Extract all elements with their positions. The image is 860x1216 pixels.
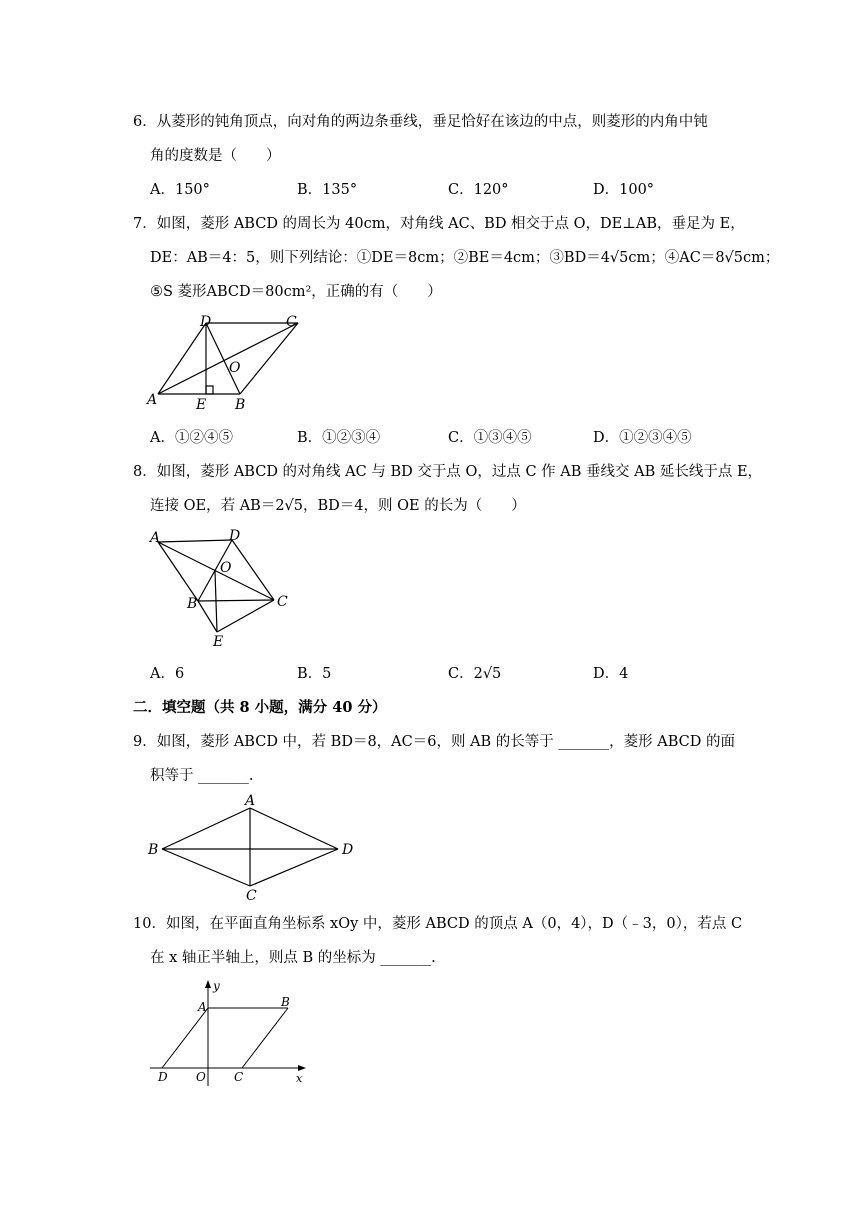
q10-label-d: D bbox=[158, 1070, 168, 1084]
q8-label-e: E bbox=[213, 634, 224, 650]
q7-label-a: A bbox=[147, 392, 158, 408]
q6-option-a: A．150° bbox=[150, 182, 210, 198]
q9-label-b: B bbox=[148, 842, 159, 858]
q7-option-b: B．①②③④ bbox=[297, 430, 381, 446]
q10-figure bbox=[140, 976, 320, 1091]
q7-line2: DE：AB＝4：5，则下列结论：①DE＝8cm；②BE＝4cm；③BD＝4√5cm；④AC＝8√5cm； bbox=[150, 250, 780, 266]
q8-line2: 连接 OE，若 AB＝2√5，BD＝4，则 OE 的长为（ ） bbox=[150, 498, 526, 514]
q7-line3: ⑤S 菱形ABCD＝80cm²，正确的有（ ） bbox=[150, 284, 442, 300]
q6-line2: 角的度数是（ ） bbox=[150, 148, 281, 164]
q10-label-b: B bbox=[281, 995, 290, 1009]
q8-label-d: D bbox=[229, 528, 241, 544]
q8-label-b: B bbox=[187, 596, 198, 612]
q9-line1: 9．如图，菱形 ABCD 中，若 BD＝8，AC＝6，则 AB 的长等于 _______，菱形 ABCD 的面 bbox=[133, 734, 736, 750]
q10-label-a: A bbox=[198, 1000, 207, 1014]
q10-label-c: C bbox=[234, 1070, 244, 1084]
q10-label-o: O bbox=[196, 1070, 206, 1084]
q7-option-d: D．①②③④⑤ bbox=[593, 430, 692, 446]
q7-label-e: E bbox=[196, 397, 207, 413]
q7-option-a: A．①②④⑤ bbox=[150, 430, 233, 446]
section-heading: 二．填空题（共 8 小题，满分 40 分） bbox=[133, 699, 387, 716]
q7-label-d: D bbox=[200, 314, 212, 330]
q10-label-y: y bbox=[213, 979, 220, 993]
q6-option-b: B．135° bbox=[297, 182, 358, 198]
q10-label-x: x bbox=[296, 1072, 303, 1085]
q6-option-c: C．120° bbox=[448, 182, 509, 198]
q6-option-d: D．100° bbox=[593, 182, 655, 198]
q8-label-a: A bbox=[150, 530, 161, 546]
q7-option-c: C．①③④⑤ bbox=[448, 430, 532, 446]
q9-label-d: D bbox=[342, 842, 354, 858]
q6-line1: 6．从菱形的钝角顶点，向对角的两边条垂线，垂足恰好在该边的中点，则菱形的内角中钝 bbox=[133, 114, 708, 130]
q9-line2: 积等于 _______. bbox=[150, 768, 254, 784]
q8-option-b: B．5 bbox=[297, 666, 332, 682]
q8-option-a: A．6 bbox=[150, 666, 185, 682]
q10-line2: 在 x 轴正半轴上，则点 B 的坐标为 _______. bbox=[150, 950, 436, 966]
q7-figure bbox=[140, 310, 320, 415]
q8-option-d: D．4 bbox=[593, 666, 629, 682]
q7-label-o: O bbox=[229, 360, 241, 376]
q10-line1: 10．如图，在平面直角坐标系 xOy 中，菱形 ABCD 的顶点 A（0，4），D（﹣3，0），若点 C bbox=[133, 916, 743, 932]
q8-option-c: C．2√5 bbox=[448, 666, 502, 682]
q8-label-o: O bbox=[220, 560, 232, 576]
q7-line1: 7．如图，菱形 ABCD 的周长为 40cm，对角线 AC、BD 相交于点 O，DE⊥AB，垂足为 E， bbox=[133, 216, 745, 232]
q8-label-c: C bbox=[277, 594, 288, 610]
q7-label-b: B bbox=[235, 397, 246, 413]
q9-label-c: C bbox=[246, 888, 257, 904]
q8-line1: 8．如图，菱形 ABCD 的对角线 AC 与 BD 交于点 O，过点 C 作 AB 垂线交 AB 延长线于点 E， bbox=[133, 464, 763, 480]
q7-label-c: C bbox=[286, 314, 297, 330]
q9-figure bbox=[140, 790, 370, 905]
q9-label-a: A bbox=[245, 793, 256, 809]
q8-figure bbox=[140, 522, 300, 650]
